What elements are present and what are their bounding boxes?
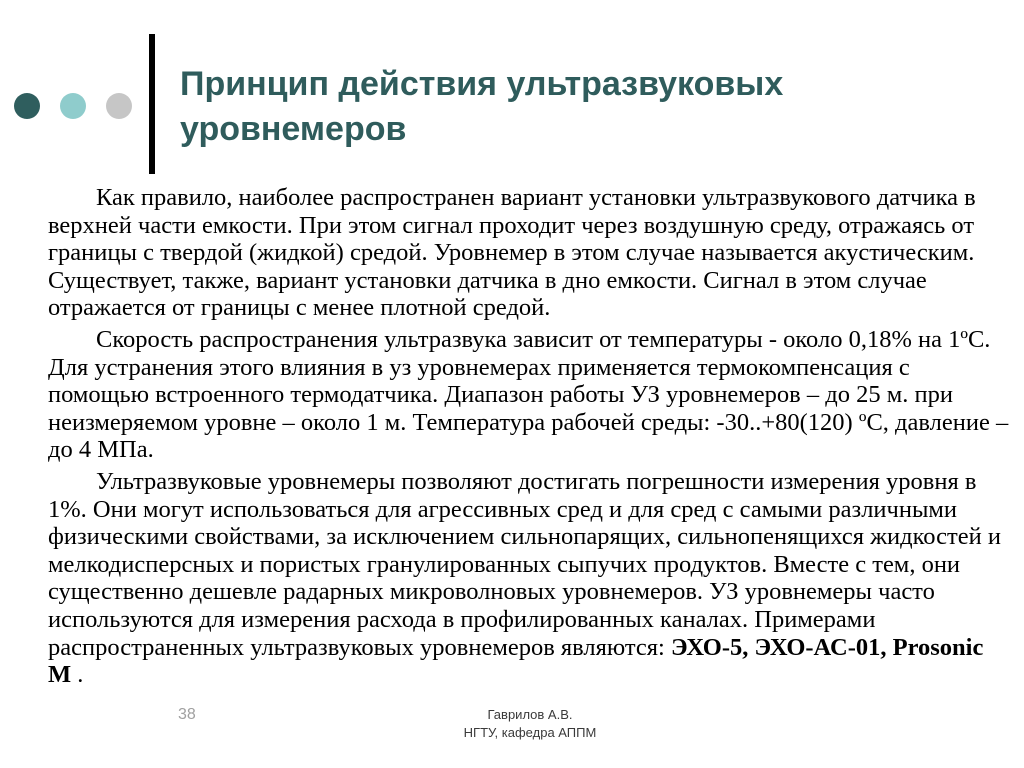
footer-author — [430, 706, 630, 742]
paragraph-2: Скорость распространения ультразвука зависит от температуры - около 0,18% на 1ºС. Для устранения этого влияния в уз уровнемерах применяется термокомпенсация с помощью встроенного термодатчика. Диапазон работы УЗ уровнемеров – до 25 м. при неизмеряемом уровне – около 1 м. Температура рабочей среды: -30..+80(120) ºС, давление – до 4 МПа. — [48, 325, 1009, 464]
gray-dot-icon — [106, 93, 132, 119]
dark-dot-icon — [14, 93, 40, 119]
author-affiliation: НГТУ, кафедра АППМ — [463, 725, 597, 740]
examples-list: ЭХО-5, ЭХО-АС-01, Prosonic M — [48, 633, 984, 689]
examples-end: . — [71, 661, 84, 689]
slide-body — [48, 184, 1010, 689]
decorative-dots — [14, 93, 134, 121]
teal-dot-icon — [60, 93, 86, 119]
paragraph-1: Как правило, наиболее распространен вариант установки ультразвукового датчика в верхней части емкости. При этом сигнал проходит через воздушную среду, отражаясь от границы с твердой (жидкой) средой. Уровнемер в этом случае называется акустическим. Существует, также, вариант установки датчика в дно емкости. Сигнал в этом случае отражается от границы с менее плотной средой. — [48, 184, 976, 322]
page-number: 38 — [178, 706, 196, 723]
paragraph-3-text: Ультразвуковые уровнемеры позволяют достигать погрешности измерения уровня в 1%. Они могут использоваться для агрессивных сред и для сред с самыми различными физическими свойствами, за исключением сильнопарящих, сильнопенящихся жидкостей и мелкодисперсных и пористых гранулированных сыпучих продуктов. Вместе с тем, они существенно дешевле радарных микроволновых уровнемеров. УЗ уровнемеры часто используются для измерения расхода в профилированных каналах. Примерами распространенных ультразвуковых уровнемеров являются: — [48, 467, 1001, 661]
title-divider-bar — [149, 34, 155, 174]
author-name: Гаврилов А.В. — [487, 707, 573, 722]
paragraph-3 — [48, 468, 1010, 689]
slide-title: Принцип действия ультразвуковых уровнемеров — [180, 65, 784, 148]
